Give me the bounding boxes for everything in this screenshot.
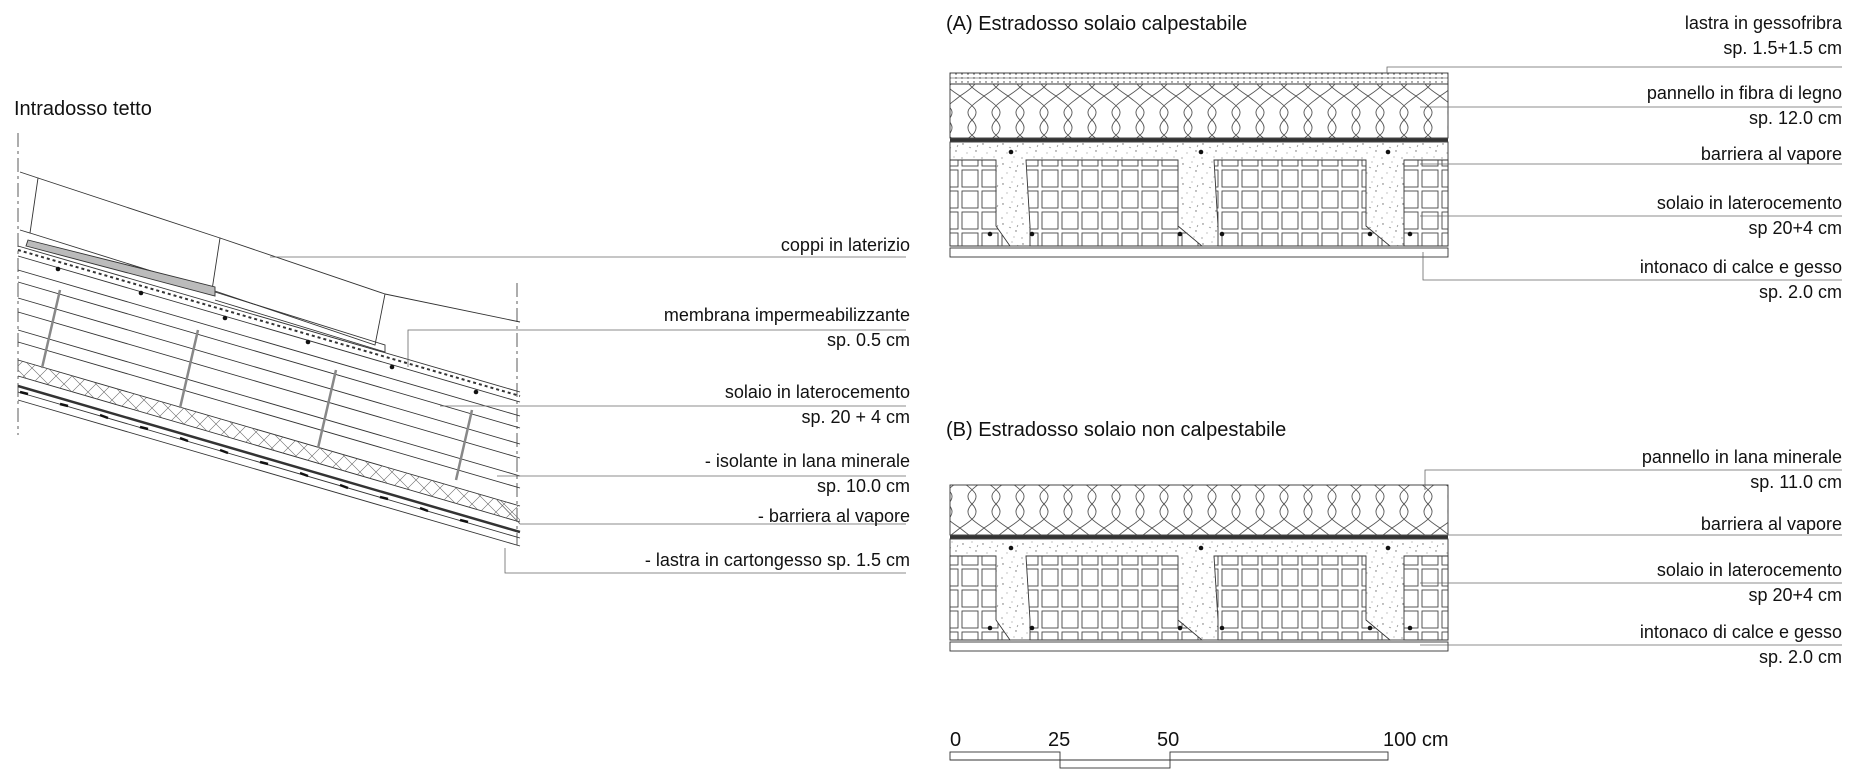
section-b-label-intonaco-line2: sp. 2.0 cm bbox=[1758, 647, 1842, 667]
section-a-label-gessofibra bbox=[1685, 14, 1842, 57]
roof-label-barriera-line1: - barriera al vapore bbox=[757, 506, 910, 526]
section-b-label-intonaco bbox=[1640, 623, 1842, 666]
roof-label-isolante bbox=[705, 452, 910, 495]
roof-tiles bbox=[20, 172, 520, 352]
roof-insulation bbox=[18, 360, 520, 522]
roof-label-membrana bbox=[664, 306, 910, 349]
scale-bar bbox=[950, 752, 1388, 768]
section-a-label-gessofibra-line2: sp. 1.5+1.5 cm bbox=[1723, 38, 1842, 58]
section-b-label-solaio-line1: solaio in laterocemento bbox=[1656, 560, 1842, 580]
roof-label-lastra-line1: - lastra in cartongesso sp. 1.5 cm bbox=[644, 550, 910, 570]
section-a-label-barriera bbox=[1701, 145, 1842, 163]
scale-tick-100: 100 cm bbox=[1383, 729, 1449, 751]
section-b-title: (B) Estradosso solaio non calpestabile bbox=[946, 419, 1287, 441]
roof-label-membrana-line1: membrana impermeabilizzante bbox=[663, 305, 910, 325]
section-a-label-solaio-line2: sp 20+4 cm bbox=[1748, 218, 1842, 238]
roof-label-coppi bbox=[781, 236, 910, 254]
section-b-label-barriera-line1: barriera al vapore bbox=[1700, 514, 1842, 534]
section-a-label-fibra-legno bbox=[1647, 84, 1842, 127]
section-b-label-lana-line1: pannello in lana minerale bbox=[1641, 447, 1842, 467]
roof-label-solaio bbox=[725, 383, 910, 426]
section-a-label-intonaco bbox=[1640, 258, 1842, 301]
section-a-label-fibra-legno-line1: pannello in fibra di legno bbox=[1646, 83, 1842, 103]
scale-tick-50: 50 bbox=[1157, 729, 1180, 751]
section-b-label-intonaco-line1: intonaco di calce e gesso bbox=[1639, 622, 1842, 642]
scale-tick-25: 25 bbox=[1048, 729, 1071, 751]
roof-label-isolante-line1: - isolante in lana minerale bbox=[704, 451, 910, 471]
scale-tick-0: 0 bbox=[950, 729, 962, 751]
section-a-label-fibra-legno-line2: sp. 12.0 cm bbox=[1748, 108, 1842, 128]
section-a-label-solaio bbox=[1657, 194, 1842, 237]
section-a-title: (A) Estradosso solaio calpestabile bbox=[946, 13, 1248, 35]
section-b-label-lana-line2: sp. 11.0 cm bbox=[1750, 472, 1842, 492]
roof-label-coppi-line1: coppi in laterizio bbox=[780, 235, 910, 255]
roof-label-barriera bbox=[758, 507, 910, 525]
section-b-label-solaio-line2: sp 20+4 cm bbox=[1748, 585, 1842, 605]
roof-label-lastra bbox=[645, 551, 910, 569]
section-a-label-solaio-line1: solaio in laterocemento bbox=[1656, 193, 1842, 213]
section-a-label-gessofibra-line1: lastra in gessofribra bbox=[1684, 13, 1842, 33]
section-a-label-barriera-line1: barriera al vapore bbox=[1700, 144, 1842, 164]
section-a-label-intonaco-line1: intonaco di calce e gesso bbox=[1639, 257, 1842, 277]
roof-label-solaio-line2: sp. 20 + 4 cm bbox=[801, 407, 910, 427]
section-b-label-barriera bbox=[1701, 515, 1842, 533]
section-a-label-intonaco-line2: sp. 2.0 cm bbox=[1758, 282, 1842, 302]
roof-label-solaio-line1: solaio in laterocemento bbox=[724, 382, 910, 402]
roof-label-isolante-line2: sp. 10.0 cm bbox=[816, 476, 910, 496]
roof-section-title: Intradosso tetto bbox=[14, 98, 152, 120]
section-b-label-solaio bbox=[1657, 561, 1842, 604]
section-b-label-lana bbox=[1642, 448, 1842, 491]
roof-label-membrana-line2: sp. 0.5 cm bbox=[826, 330, 910, 350]
